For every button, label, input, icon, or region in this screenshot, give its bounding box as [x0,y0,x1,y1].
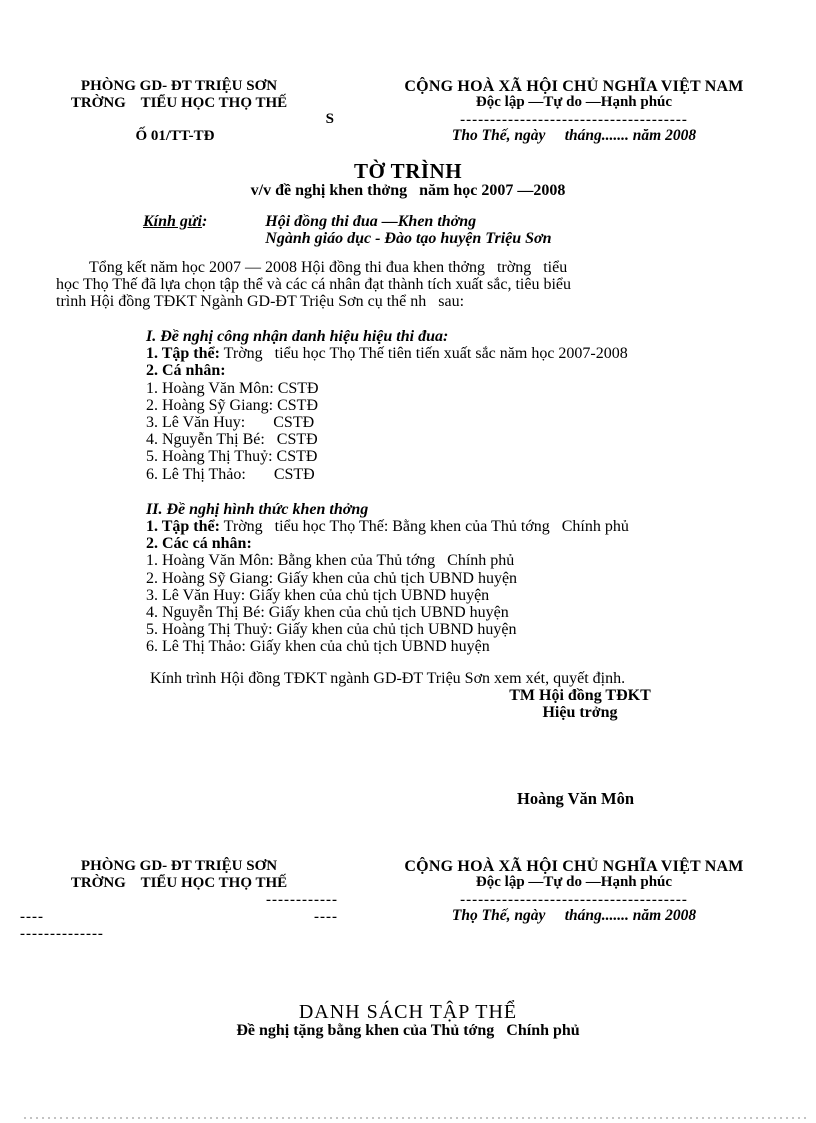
national-motto: Độc lập —Tự do —Hạnh phúc [475,94,673,110]
recipient-line-2: Ngành giáo dục - Đào tạo huyện Triệu Sơn [265,230,552,247]
list-item: 6. Lê Thị Thảo: CSTĐ [146,465,315,483]
section-award-forms [146,501,816,656]
intro-line-1: Tổng kết năm học 2007 — 2008 Hội đồng thi đua khen thởng trờng tiểu [89,259,568,276]
national-title: CỘNG HOÀ XÃ HỘI CHỦ NGHĨA VIỆT NAM [404,78,744,95]
dash-segment-right: ---- [314,908,338,925]
list-item: 1. Hoàng Văn Môn: CSTĐ [146,379,319,397]
recipient-line-1: Hội đồng thi đua —Khen thởng [265,213,477,230]
motto-divider-2: -------------------------------------- [460,891,688,908]
section-emulation-titles [146,328,816,483]
intro-paragraph [56,259,776,310]
section1-individual-label: 2. Cá nhân: [146,362,226,380]
dash-line-left: -------------- [20,925,104,942]
recipient-label-text: Kính gửi [143,213,202,230]
issuing-org-block-2 [20,858,338,943]
list-item: 3. Lê Văn Huy: CSTĐ [146,414,315,432]
list-item: 4. Nguyễn Thị Bé: CSTĐ [146,431,318,449]
signature-block [491,687,669,722]
stray-letter-s: S [325,111,334,127]
intro-line-2: học Thọ Thế đã lựa chọn tập thể và các cá nhân đạt thành tích xuất sắc, tiêu biểu [56,276,571,293]
national-heading-block-2 [362,858,786,924]
recipient-lines [265,213,551,247]
list-item: 2. Hoàng Sỹ Giang: Giấy khen của chủ tịch UBND huyện [146,569,518,587]
closing-line: Kính trình Hội đồng TĐKT ngành GD-ĐT Triệu Sơn xem xét, quyết định. [150,669,626,687]
signature-authority: TM Hội đồng TĐKT [509,686,651,704]
recipient-colon: : [201,213,208,230]
list-item: 5. Hoàng Thị Thuỷ: Giấy khen của chủ tịch UBND huyện [146,621,517,639]
list-item: 2. Hoàng Sỹ Giang: CSTĐ [146,396,318,414]
header-top [0,0,816,145]
org-department-2: PHÒNG GD- ĐT TRIỆU SƠN [80,857,278,874]
recipient-label [143,213,207,247]
org-department: PHÒNG GD- ĐT TRIỆU SƠN [80,78,278,94]
section2-individual-label: 2. Các cá nhân: [146,535,252,553]
dash-segment-left: ---- [20,908,44,925]
date-place-line: Tho Thế, ngày tháng....... năm 2008 [451,127,697,144]
national-title-2: CỘNG HOÀ XÃ HỘI CHỦ NGHĨA VIỆT NAM [404,857,744,875]
signature-position: Hiệu trởng [542,704,618,722]
org-school-2: TRỜNG TIỂU HỌC THỌ THẾ [70,874,288,891]
document-subtitle: v/v đề nghị khen thởng năm học 2007 —2008 [250,182,566,199]
recipient-block [143,213,816,247]
issuing-org-block [20,78,338,145]
date-place-line-2: Thọ Thế, ngày tháng....... năm 2008 [451,906,697,924]
section2-collective-line [146,518,816,535]
section2-collective-text: Trờng tiểu học Thọ Thế: Bằng khen của Thủ tớng Chính phủ [219,518,629,536]
collective-list-subtitle: Đề nghị tặng bằng khen của Thủ tớng Chính phủ [236,1021,580,1039]
list-item: 3. Lê Văn Huy: Giấy khen của chủ tịch UBND huyện [146,586,490,604]
list-item: 4. Nguyễn Thị Bé: Giấy khen của chủ tịch UBND huyện [146,604,509,622]
section1-collective-text: Trờng tiểu học Thọ Thế tiên tiến xuất sắc năm học 2007-2008 [219,345,628,363]
document-number: Ố 01/TT-TĐ [135,128,215,144]
bottom-dotted-rule [24,1117,808,1119]
document-title: TỜ TRÌNH [353,159,463,183]
section1-heading: I. Đề nghị công nhận danh hiệu hiệu thi đua: [146,328,449,345]
dash-line-split [20,909,338,926]
dash-line-right: ------------ [266,891,338,908]
intro-line-3: trình Hội đồng TĐKT Ngành GD-ĐT Triệu Sơn cụ thể nh sau: [56,293,465,310]
list-item: 6. Lê Thị Thảo: Giấy khen của chủ tịch UBND huyện [146,638,490,656]
header-bottom [0,858,816,943]
section1-collective-label: 1. Tập thể: [146,345,220,363]
list-item: 1. Hoàng Văn Môn: Bằng khen của Thủ tớng Chính phủ [146,552,515,570]
list-item: 5. Hoàng Thị Thuỷ: CSTĐ [146,448,318,466]
national-heading-block [362,78,786,144]
org-school: TRỜNG TIỂU HỌC THỌ THẾ [70,95,288,111]
signer-name: Hoàng Văn Môn [517,788,635,808]
section1-collective-line [146,345,816,362]
national-motto-2: Độc lập —Tự do —Hạnh phúc [475,873,673,890]
motto-divider: -------------------------------------- [460,112,688,128]
section2-collective-label: 1. Tập thể: [146,518,220,536]
collective-list-title: DANH SÁCH TẬP THỂ [298,1000,518,1023]
section2-heading: II. Đề nghị hình thức khen thởng [146,500,369,518]
